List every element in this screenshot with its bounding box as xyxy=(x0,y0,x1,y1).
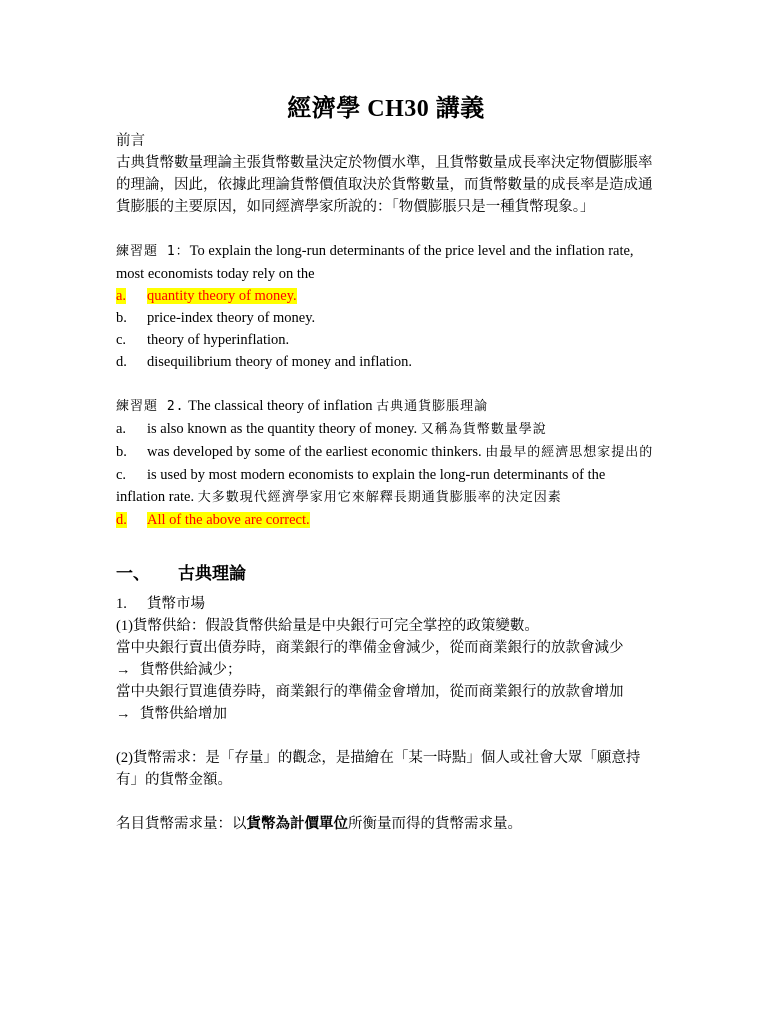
option-text: price-index theory of money. xyxy=(147,310,316,326)
money-demand-definition: (2)貨幣需求：是「存量」的觀念，是描繪在「某一時點」個人或社會大眾「願意持有」的貨幣金額。 xyxy=(116,750,641,788)
exercise-1-question xyxy=(116,240,656,285)
option-text: disequilibrium theory of money and inflation. xyxy=(147,354,412,370)
exercise-2-option-c xyxy=(116,464,656,509)
option-text: was developed by some of the earliest economic thinkers. xyxy=(147,444,486,460)
nominal-bold-term: 貨幣為計價單位 xyxy=(246,816,348,832)
exercise-2-text-cn: 古典通貨膨脹理論 xyxy=(376,399,489,414)
exercise-1-option-b xyxy=(116,307,656,329)
exercise-2-question xyxy=(116,395,656,418)
option-label: d. xyxy=(116,512,127,528)
exercise-2 xyxy=(116,395,656,531)
option-label: b. xyxy=(116,444,127,460)
option-label: a. xyxy=(116,288,127,304)
exercise-1-option-d xyxy=(116,351,656,373)
section-number: 一、 xyxy=(116,564,150,583)
nominal-suffix: 所衡量而得的貨幣需求量。 xyxy=(348,816,522,832)
nominal-money-demand xyxy=(116,813,656,835)
section-heading xyxy=(116,561,656,587)
option-label: c. xyxy=(116,467,127,483)
heading-text: 貨幣市場 xyxy=(147,596,205,612)
arrow-text: 貨幣供給減少； xyxy=(140,662,242,678)
money-market xyxy=(116,593,656,835)
option-label: a. xyxy=(116,421,127,437)
option-label: d. xyxy=(116,354,127,370)
option-text: is used by most modern economists to explain the long-run determinants of the inflation rate. xyxy=(116,467,606,505)
option-text-correct: All of the above are correct. xyxy=(147,512,310,528)
option-text: theory of hyperinflation. xyxy=(147,332,290,348)
exercise-2-option-b xyxy=(116,441,656,464)
exercise-1-text: To explain the long-run determinants of the price level and the inflation rate, most economists today rely on the xyxy=(116,243,634,282)
money-market-heading xyxy=(116,593,656,615)
option-label: c. xyxy=(116,332,127,348)
exercise-1-option-c xyxy=(116,329,656,351)
money-supply-definition: (1)貨幣供給：假設貨幣供給量是中央銀行可完全掌控的政策變數。 xyxy=(116,618,539,634)
exercise-2-prefix: 練習題 2. xyxy=(116,399,185,414)
buy-bonds-text: 當中央銀行買進債券時，商業銀行的準備金會增加，從而商業銀行的放款會增加 xyxy=(116,684,624,700)
exercise-1-prefix: 練習題 1： xyxy=(116,244,190,259)
exercise-2-option-d xyxy=(116,509,656,531)
document-content xyxy=(116,92,656,835)
intro-heading: 前言 xyxy=(116,133,145,149)
option-text-cn: 又稱為貨幣數量學說 xyxy=(420,422,547,437)
arrow-right-icon: → xyxy=(116,662,131,678)
page-title: 經濟學 CH30 講義 xyxy=(287,96,485,122)
intro-body: 古典貨幣數量理論主張貨幣數量決定於物價水準，且貨幣數量成長率決定物價膨脹率的理論，因此，依據此理論貨幣價值取決於貨幣數量，而貨幣數量的成長率是造成通貨膨脹的主要原因，如同經濟學家所說的：「物價膨脹只是一種貨幣現象。」 xyxy=(116,155,653,215)
option-text: is also known as the quantity theory of money. xyxy=(147,421,421,437)
section-title: 古典理論 xyxy=(178,564,246,583)
arrow-line-1 xyxy=(116,659,656,681)
heading-number: 1. xyxy=(116,596,127,612)
option-text-cn: 由最早的經濟思想家提出的 xyxy=(485,445,654,460)
sell-bonds-text: 當中央銀行賣出債券時，商業銀行的準備金會減少，從而商業銀行的放款會減少 xyxy=(116,640,624,656)
exercise-2-option-a xyxy=(116,418,656,441)
arrow-right-icon: → xyxy=(116,706,131,722)
option-text-correct: quantity theory of money. xyxy=(147,288,297,304)
exercise-2-text: The classical theory of inflation xyxy=(184,398,377,414)
arrow-line-2 xyxy=(116,703,656,725)
option-text-cn: 大多數現代經濟學家用它來解釋長期通貨膨脹率的決定因素 xyxy=(197,490,562,505)
exercise-1-option-a xyxy=(116,285,656,307)
exercise-1 xyxy=(116,240,656,373)
nominal-prefix: 名目貨幣需求量：以 xyxy=(116,816,247,832)
arrow-text: 貨幣供給增加 xyxy=(140,706,227,722)
option-label: b. xyxy=(116,310,127,326)
